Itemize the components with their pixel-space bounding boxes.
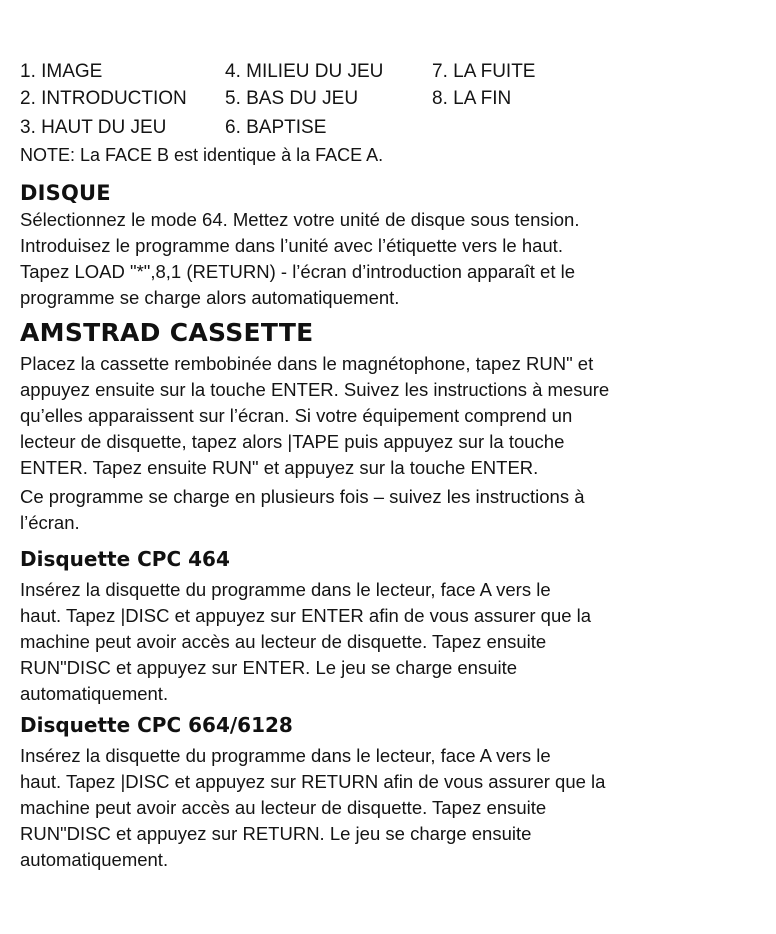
text-line: RUN"DISC et appuyez sur RETURN. Le jeu se charge ensuite <box>20 823 532 844</box>
text-line: haut. Tapez |DISC et appuyez sur ENTER afin de vous assurer que la <box>20 605 592 626</box>
level-item: 2. INTRODUCTION <box>20 88 187 109</box>
section-heading-cpc-464: Disquette CPC 464 <box>20 547 230 571</box>
level-item: 5. BAS DU JEU <box>225 88 359 109</box>
section-body-disque <box>20 207 760 311</box>
section-heading-disque: DISQUE <box>20 181 111 205</box>
text-line: machine peut avoir accès au lecteur de disquette. Tapez ensuite <box>20 631 547 652</box>
section-body-cpc-464 <box>20 577 760 707</box>
text-line: Insérez la disquette du programme dans le lecteur, face A vers le <box>20 745 551 766</box>
level-item: 1. IMAGE <box>20 61 103 82</box>
level-column-1 <box>20 58 187 141</box>
text-line: Introduisez le programme dans l’unité avec l’étiquette vers le haut. <box>20 235 563 256</box>
text-line: ENTER. Tapez ensuite RUN" et appuyez sur la touche ENTER. <box>20 457 539 478</box>
text-line: l’écran. <box>20 512 80 533</box>
text-line: Tapez LOAD "*",8,1 (RETURN) - l’écran d’introduction apparaît et le <box>20 261 576 282</box>
section-heading-amstrad-cassette: AMSTRAD CASSETTE <box>20 318 314 347</box>
level-column-3 <box>432 58 535 112</box>
text-line: automatiquement. <box>20 849 169 870</box>
level-column-2 <box>225 58 383 141</box>
section-heading-cpc-664-6128: Disquette CPC 664/6128 <box>20 713 293 737</box>
text-line: lecteur de disquette, tapez alors |TAPE puis appuyez sur la touche <box>20 431 565 452</box>
text-line: machine peut avoir accès au lecteur de disquette. Tapez ensuite <box>20 797 547 818</box>
section-body-amstrad-cassette-note <box>20 484 760 536</box>
level-item: 4. MILIEU DU JEU <box>225 61 384 82</box>
text-line: haut. Tapez |DISC et appuyez sur RETURN afin de vous assurer que la <box>20 771 606 792</box>
level-item: 3. HAUT DU JEU <box>20 117 167 138</box>
level-item: 7. LA FUITE <box>432 61 536 82</box>
text-line: Placez la cassette rembobinée dans le magnétophone, tapez RUN" et <box>20 353 594 374</box>
text-line: Insérez la disquette du programme dans le lecteur, face A vers le <box>20 579 551 600</box>
section-body-amstrad-cassette <box>20 351 760 481</box>
text-line: Ce programme se charge en plusieurs fois – suivez les instructions à <box>20 486 585 507</box>
text-line: qu’elles apparaissent sur l’écran. Si votre équipement comprend un <box>20 405 573 426</box>
text-line: automatiquement. <box>20 683 169 704</box>
text-line: Sélectionnez le mode 64. Mettez votre unité de disque sous tension. <box>20 209 580 230</box>
text-line: RUN"DISC et appuyez sur ENTER. Le jeu se charge ensuite <box>20 657 518 678</box>
level-item: 8. LA FIN <box>432 88 512 109</box>
text-line: appuyez ensuite sur la touche ENTER. Suivez les instructions à mesure <box>20 379 610 400</box>
section-body-cpc-664-6128 <box>20 743 760 873</box>
text-line: programme se charge alors automatiquement. <box>20 287 400 308</box>
level-item: 6. BAPTISE <box>225 117 327 138</box>
side-note: NOTE: La FACE B est identique à la FACE A. <box>20 145 384 165</box>
